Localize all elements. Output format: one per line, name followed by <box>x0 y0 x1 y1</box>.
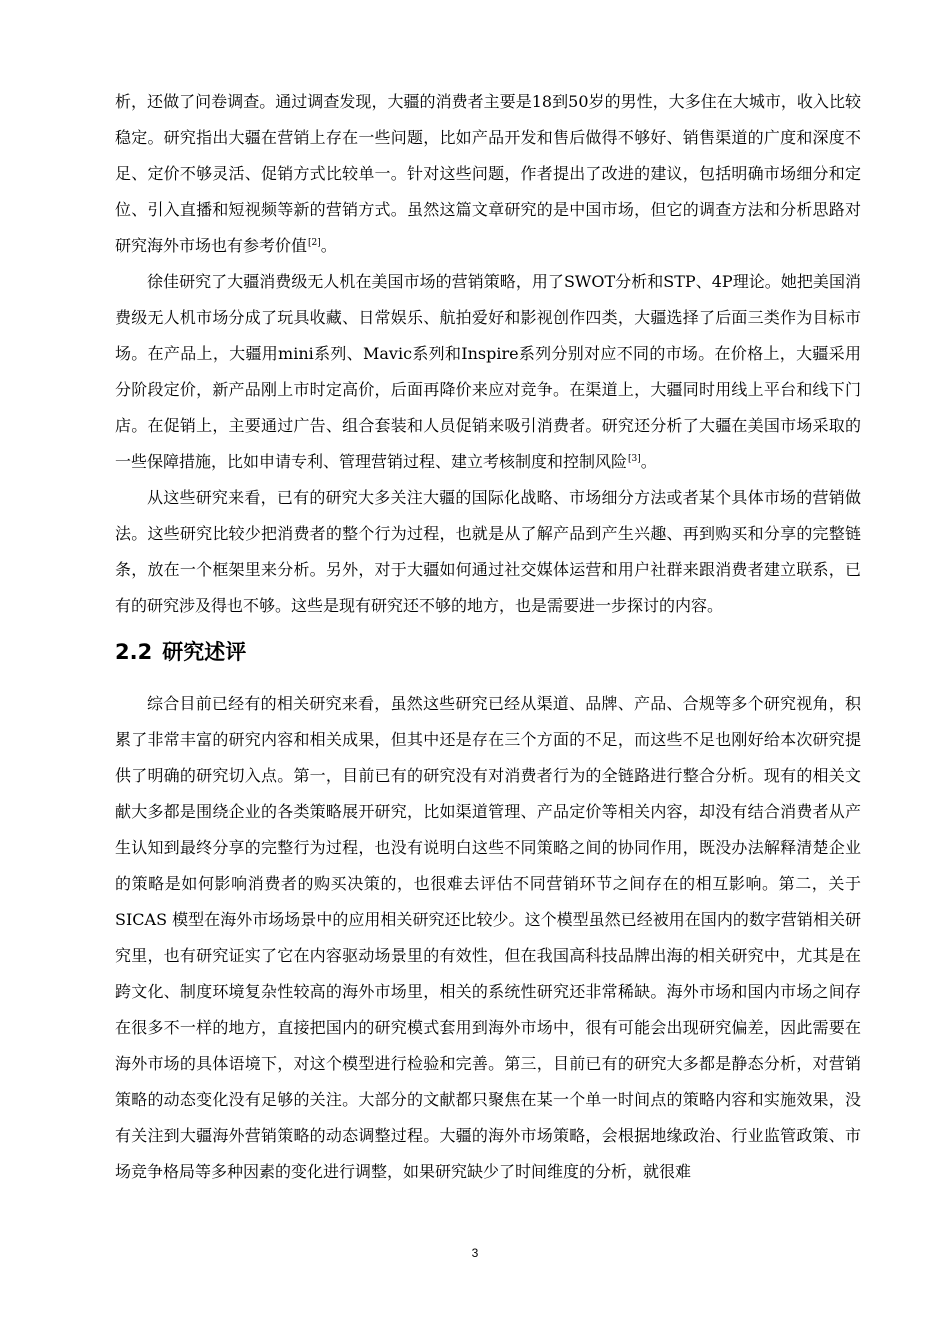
paragraph-text: 析，还做了问卷调查。通过调查发现，大疆的消费者主要是18到50岁的男性，大多住在大城市，收入比较稳定。研究指出大疆在营销上存在一些问题，比如产品开发和售后做得不够好、销售渠道的广度和深度不足、定价不够灵活、促销方式比较单一。针对这些问题，作者提出了改进的建议，包括明确市场细分和定位、引入直播和短视频等新的营销方式。虽然这篇文章研究的是中国市场，但它的调查方法和分析思路对研究海外市场也有参考价值 <box>115 92 861 255</box>
paragraph-text: 从这些研究来看，已有的研究大多关注大疆的国际化战略、市场细分方法或者某个具体市场的营销做法。这些研究比较少把消费者的整个行为过程，也就是从了解产品到产生兴趣、再到购买和分享的完整链条，放在一个框架里来分析。另外，对于大疆如何通过社交媒体运营和用户社群来跟消费者建立联系，已有的研究涉及得也不够。这些是现有研究还不够的地方，也是需要进一步探讨的内容。 <box>115 488 861 615</box>
paragraph-text: 徐佳研究了大疆消费级无人机在美国市场的营销策略，用了SWOT分析和STP、4P理论。她把美国消费级无人机市场分成了玩具收藏、日常娱乐、航拍爱好和影视创作四类，大疆选择了后面三类作为目标市场。在产品上，大疆用mini系列、Mavic系列和Inspire系列分别对应不同的市场。在价格上，大疆采用分阶段定价，新产品刚上市时定高价，后面再降价来应对竞争。在渠道上，大疆同时用线上平台和线下门店。在促销上，主要通过广告、组合套装和人员促销来吸引消费者。研究还分析了大疆在美国市场采取的一些保障措施，比如申请专利、管理营销过程、建立考核制度和控制风险 <box>115 272 861 471</box>
paragraph-xu-jia-study <box>115 264 861 480</box>
paragraph-research-gap <box>115 480 861 624</box>
section-title: 研究述评 <box>162 640 247 664</box>
section-number: 2.2 <box>115 640 153 664</box>
paragraph-survey-continuation <box>115 84 861 264</box>
page-body <box>115 84 861 1190</box>
citation-ref: [3] <box>628 454 641 464</box>
page-number: 3 <box>471 1246 479 1260</box>
section-heading <box>115 630 861 674</box>
paragraph-tail: 。 <box>320 236 337 255</box>
paragraph-review: 综合目前已经有的相关研究来看，虽然这些研究已经从渠道、品牌、产品、合规等多个研究视角，积累了非常丰富的研究内容和相关成果，但其中还是存在三个方面的不足，而这些不足也刚好给本次研究提供了明确的研究切入点。第一，目前已有的研究没有对消费者行为的全链路进行整合分析。现有的相关文献大多都是围绕企业的各类策略展开研究，比如渠道管理、产品定价等相关内容，却没有结合消费者从产生认知到最终分享的完整行为过程，也没有说明白这些不同策略之间的协同作用，既没办法解释清楚企业的策略是如何影响消费者的购买决策的，也很难去评估不同营销环节之间存在的相互影响。第二，关于 SICAS 模型在海外市场场景中的应用相关研究还比较少。这个模型虽然已经被用在国内的数字营销相关研究里，也有研究证实了它在内容驱动场景里的有效性，但在我国高科技品牌出海的相关研究中，尤其是在跨文化、制度环境复杂性较高的海外市场里，相关的系统性研究还非常稀缺。海外市场和国内市场之间存在很多不一样的地方，直接把国内的研究模式套用到海外市场中，很有可能会出现研究偏差，因此需要在海外市场的具体语境下，对这个模型进行检验和完善。第三，目前已有的研究大多都是静态分析，对营销策略的动态变化没有足够的关注。大部分的文献都只聚焦在某一个单一时间点的策略内容和实施效果，没有关注到大疆海外营销策略的动态调整过程。大疆的海外市场策略，会根据地缘政治、行业监管政策、市场竞争格局等多种因素的变化进行调整，如果研究缺少了时间维度的分析，就很难 <box>115 694 861 1181</box>
paragraph-tail: 。 <box>640 452 657 471</box>
citation-ref: [2] <box>308 238 321 248</box>
